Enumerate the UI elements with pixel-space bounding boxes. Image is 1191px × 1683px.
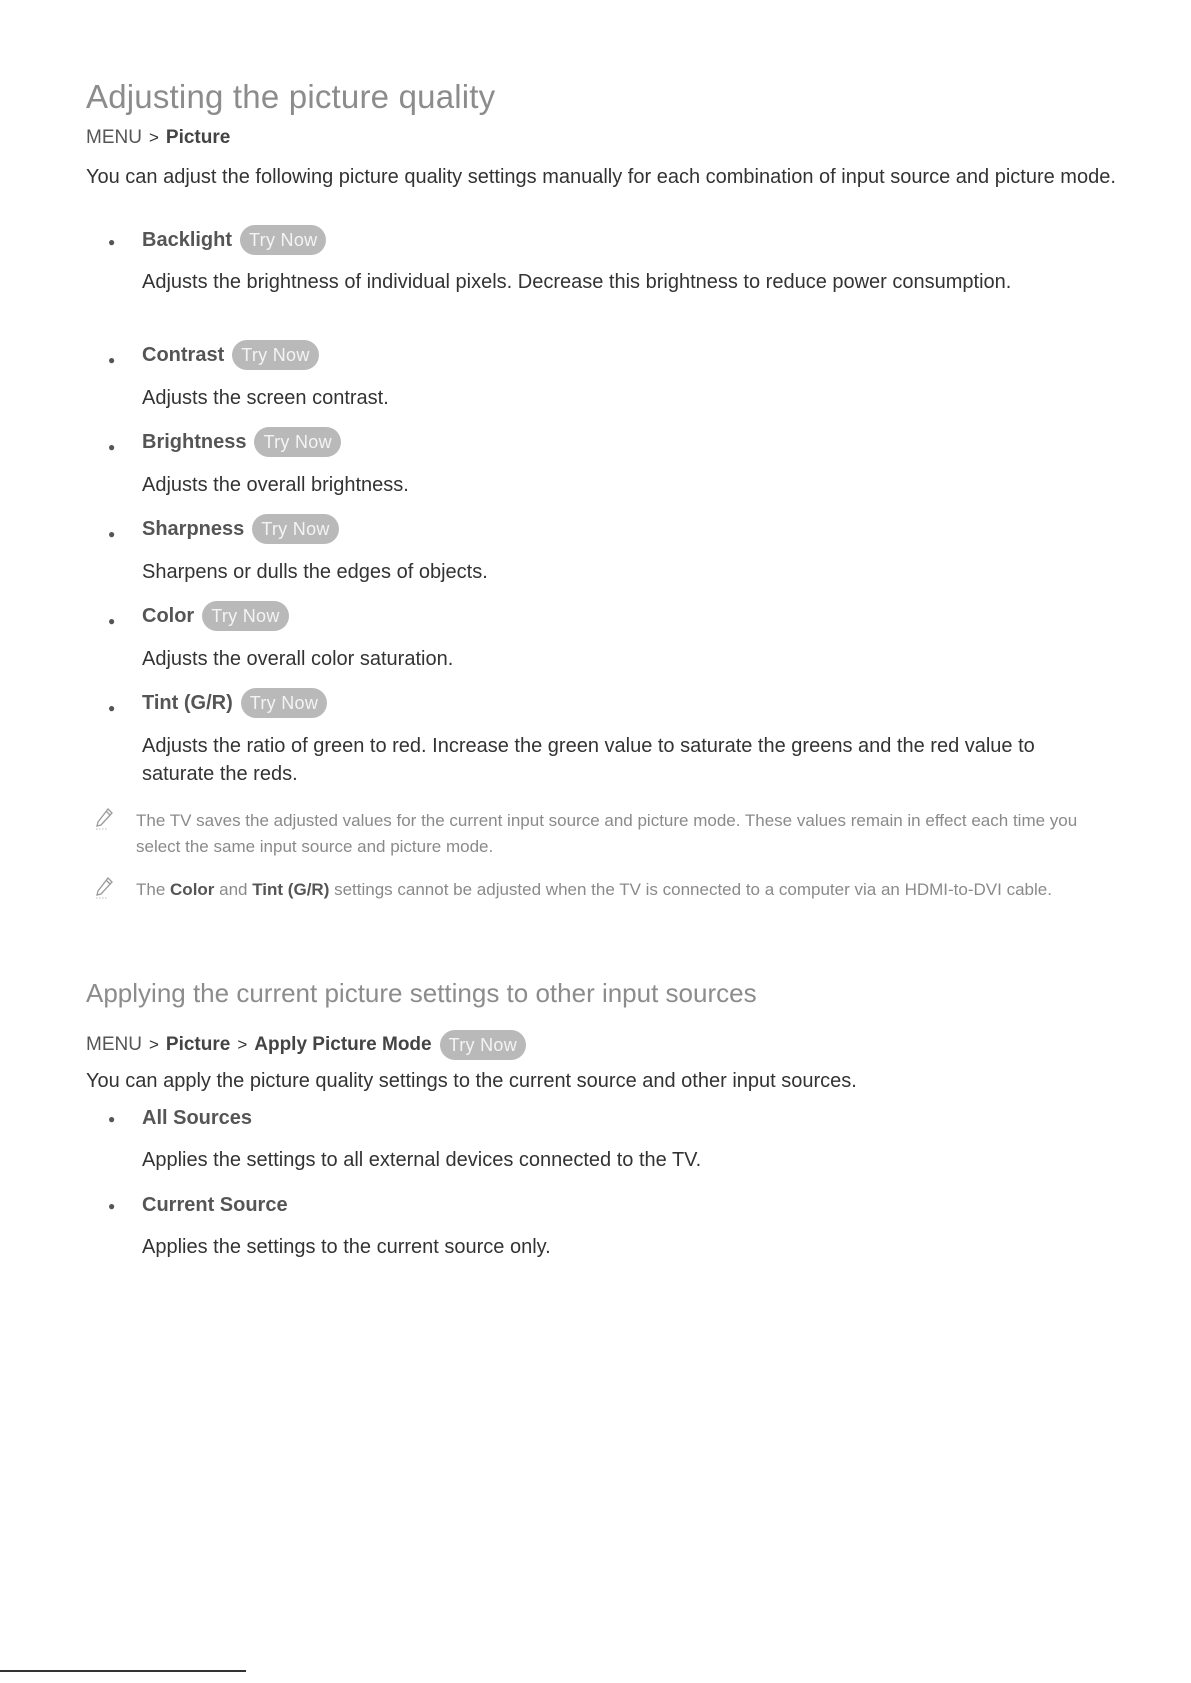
breadcrumb-menu: MENU: [86, 1034, 142, 1055]
setting-title: Contrast: [142, 343, 225, 366]
setting-description: Adjusts the ratio of green to red. Increase the green value to saturate the greens and the red value to saturate the reds.: [142, 735, 1035, 785]
setting-description: Sharpens or dulls the edges of objects.: [142, 561, 488, 583]
note-prefix: The: [136, 880, 171, 899]
setting-contrast: [142, 340, 319, 370]
bullet-icon: ●: [108, 235, 116, 249]
bullet-icon: ●: [108, 614, 116, 628]
setting-title: Tint (G/R): [142, 691, 233, 714]
setting-color: [142, 601, 289, 631]
note-bold-color: Color: [170, 880, 215, 899]
note-text: [136, 877, 1116, 903]
note-bold-tint: Tint (G/R): [252, 880, 330, 899]
try-now-button[interactable]: Try Now: [252, 514, 338, 544]
setting-sharpness: [142, 514, 339, 544]
bullet-icon: ●: [108, 1112, 116, 1126]
note-mid: and: [214, 880, 253, 899]
breadcrumb-picture: Picture: [165, 1034, 231, 1055]
note-suffix: settings cannot be adjusted when the TV is connected to a computer via an HDMI-to-DVI cable.: [329, 880, 1052, 899]
bullet-icon: ●: [108, 701, 116, 715]
breadcrumb-picture: Picture: [165, 127, 231, 148]
bullet-icon: ●: [108, 353, 116, 367]
page-title: Adjusting the picture quality: [86, 78, 496, 115]
footer-rule: [0, 1670, 246, 1672]
setting-description: Adjusts the overall brightness.: [142, 474, 409, 496]
breadcrumb-apply-picture-mode: Apply Picture Mode: [254, 1034, 432, 1055]
section-intro: You can adjust the following picture quality settings manually for each combination of input source and picture mode.: [86, 166, 1116, 188]
pencil-note-icon: [95, 808, 113, 830]
setting-title: Backlight: [142, 228, 233, 251]
section-intro: You can apply the picture quality settings to the current source and other input sources.: [86, 1070, 857, 1092]
breadcrumb: [86, 127, 230, 149]
chevron-right-icon: >: [237, 1035, 248, 1054]
try-now-button[interactable]: Try Now: [241, 688, 327, 718]
setting-description: Adjusts the brightness of individual pixels. Decrease this brightness to reduce power consumption.: [142, 271, 1012, 293]
chevron-right-icon: >: [148, 128, 159, 147]
section-title: Applying the current picture settings to other input sources: [86, 978, 757, 1008]
setting-description: Adjusts the screen contrast.: [142, 387, 389, 409]
try-now-button[interactable]: Try Now: [440, 1030, 526, 1060]
setting-description: Adjusts the overall color saturation.: [142, 648, 454, 670]
try-now-button[interactable]: Try Now: [232, 340, 318, 370]
breadcrumb: [86, 1030, 526, 1060]
note-text: The TV saves the adjusted values for the current input source and picture mode. These values remain in effect each time you select the same input source and picture mode.: [136, 811, 1078, 856]
option-current-source: [142, 1191, 288, 1219]
try-now-button[interactable]: Try Now: [254, 427, 340, 457]
option-title: All Sources: [142, 1106, 253, 1129]
setting-title: Color: [142, 604, 195, 627]
breadcrumb-menu: MENU: [86, 127, 142, 148]
pencil-note-icon: [95, 877, 113, 899]
option-description: Applies the settings to all external devices connected to the TV.: [142, 1149, 702, 1171]
setting-title: Brightness: [142, 430, 247, 453]
try-now-button[interactable]: Try Now: [202, 601, 288, 631]
option-all-sources: [142, 1104, 252, 1132]
setting-brightness: [142, 427, 341, 457]
try-now-button[interactable]: Try Now: [240, 225, 326, 255]
bullet-icon: ●: [108, 527, 116, 541]
option-description: Applies the settings to the current source only.: [142, 1236, 551, 1258]
setting-title: Sharpness: [142, 517, 245, 540]
chevron-right-icon: >: [148, 1035, 159, 1054]
bullet-icon: ●: [108, 440, 116, 454]
setting-tint: [142, 688, 327, 718]
bullet-icon: ●: [108, 1199, 116, 1213]
option-title: Current Source: [142, 1193, 288, 1216]
setting-backlight: [142, 225, 326, 255]
